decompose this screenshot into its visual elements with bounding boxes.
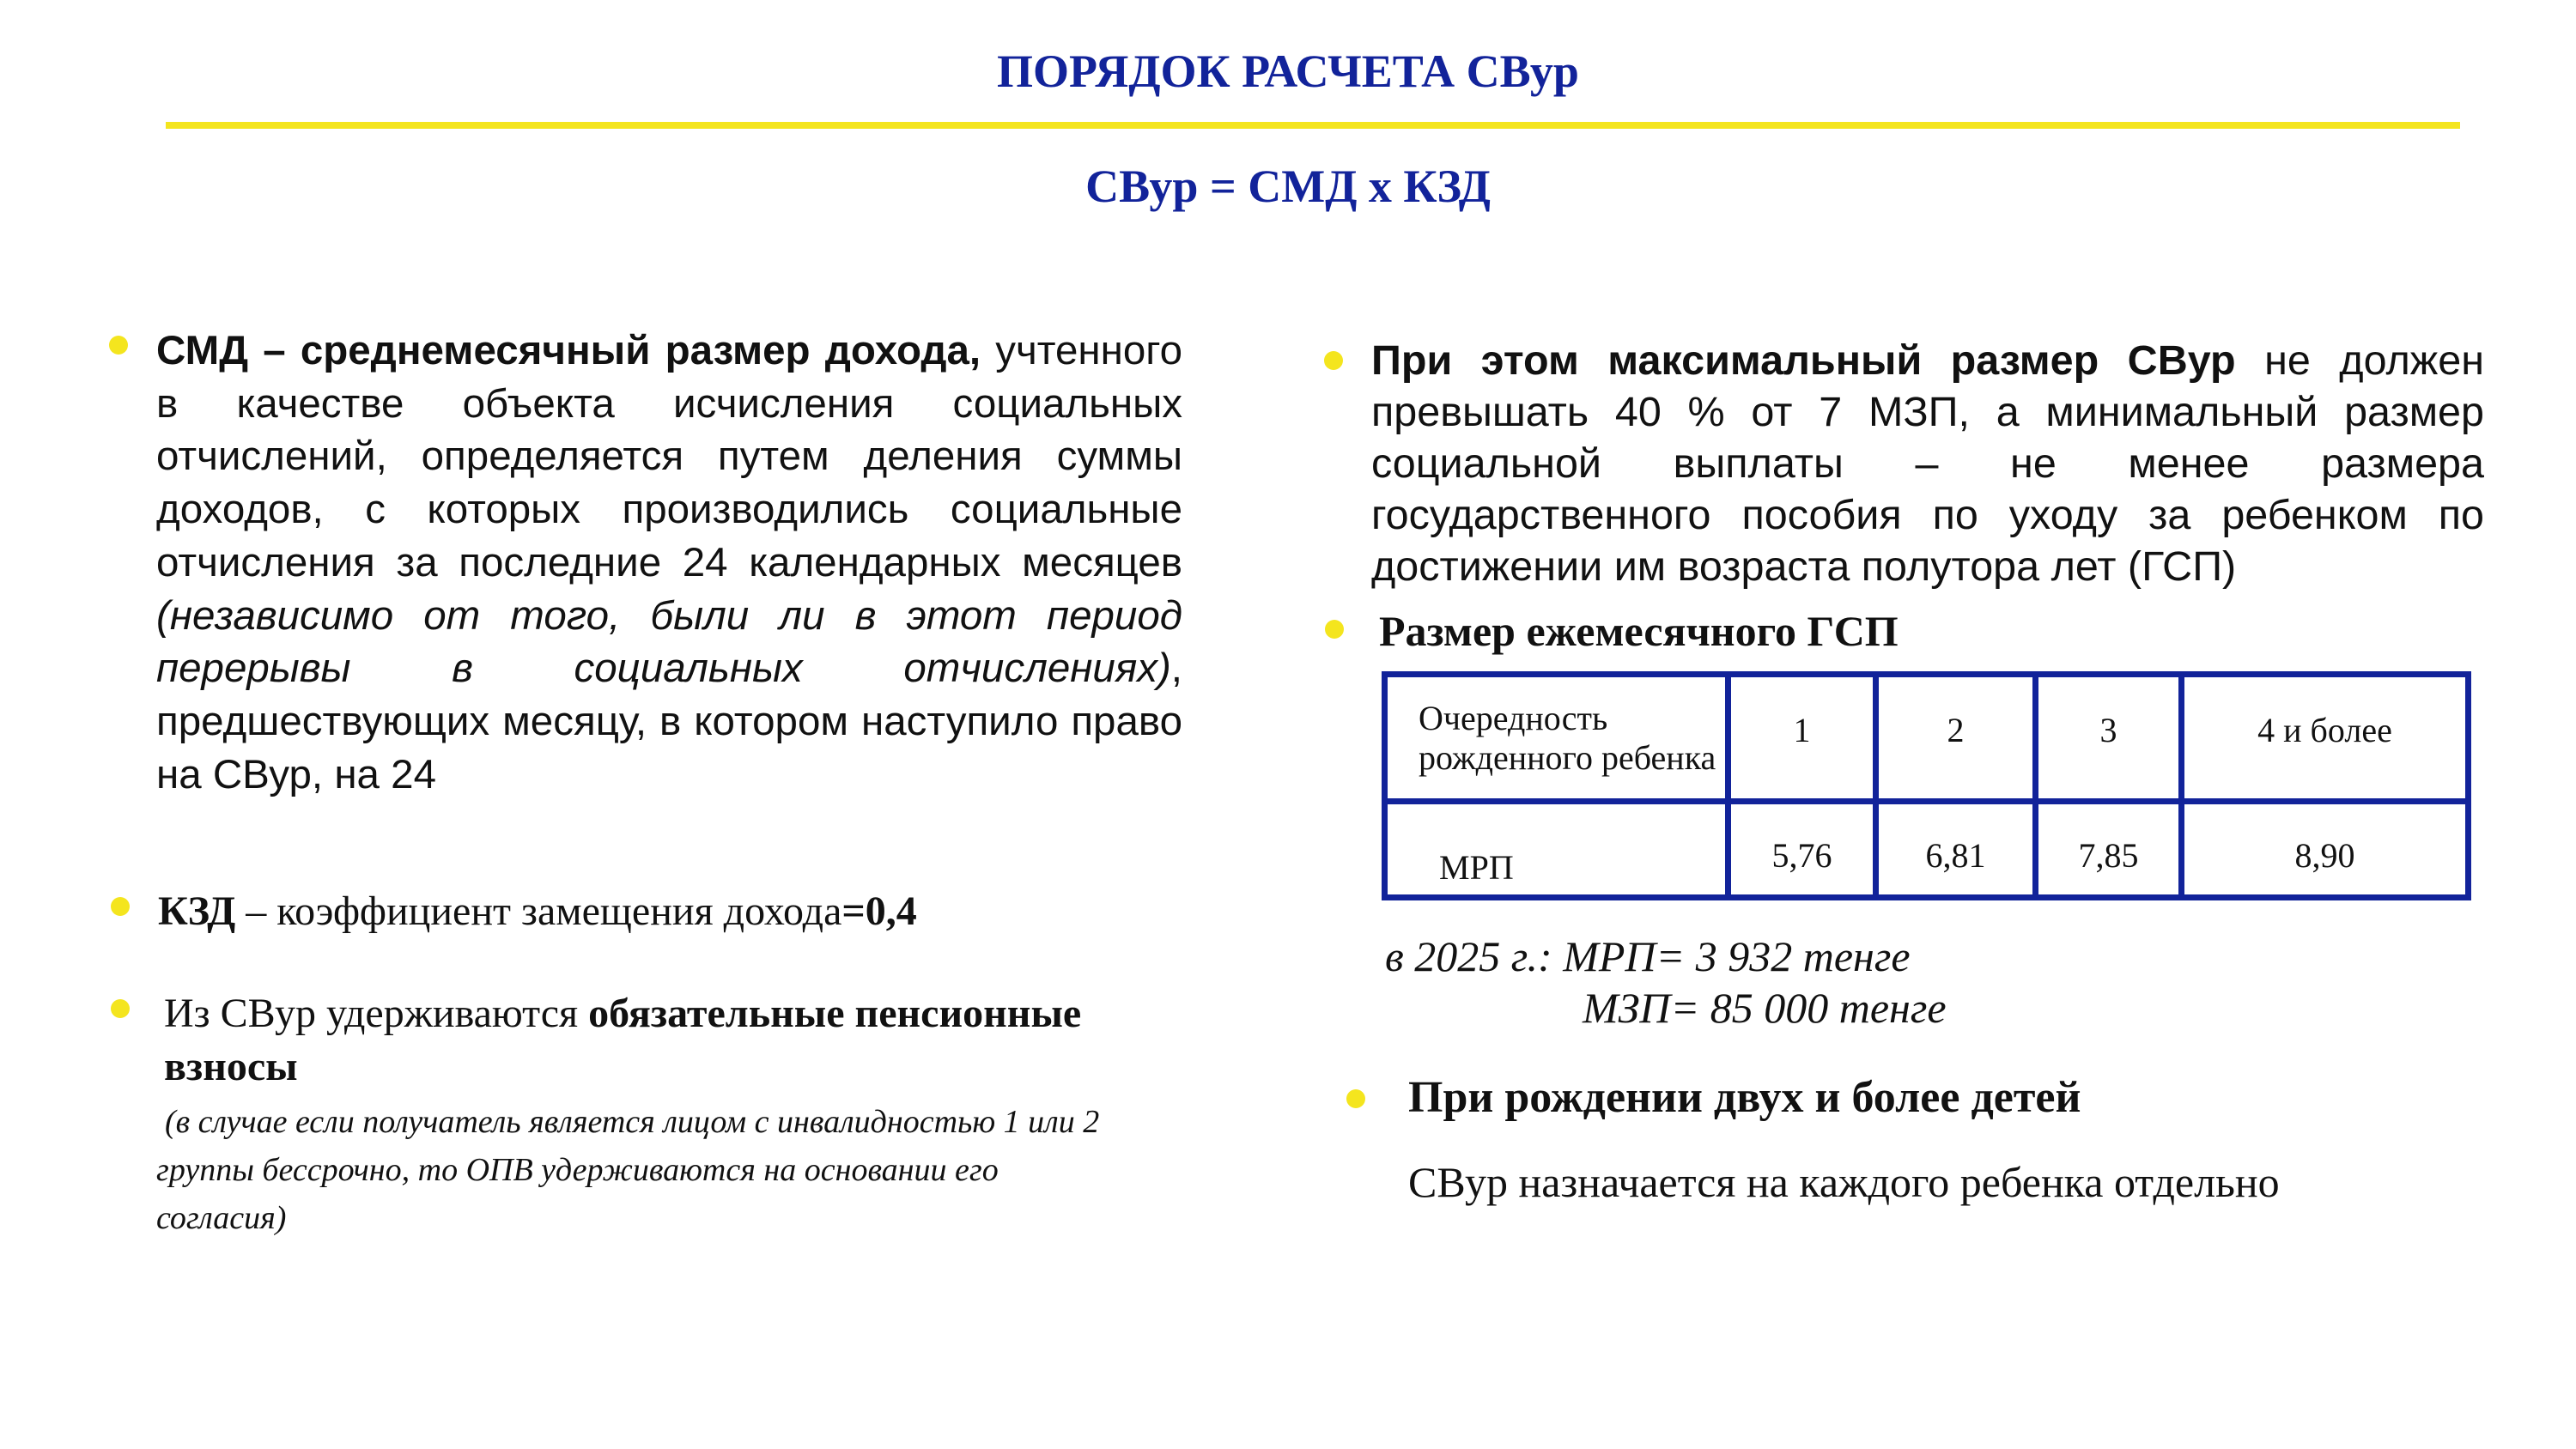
opv-text: Из СВур удерживаются (164, 991, 589, 1036)
smd-text-b: , предшествующих месяцу, в котором наступило право на СВур, на 24 (156, 646, 1182, 797)
table-header-row (1385, 675, 2469, 802)
table-column-header: 3 (2036, 675, 2182, 802)
max-bold: При этом максимальный размер СВур (1371, 337, 2236, 384)
table-column-header: 1 (1728, 675, 1876, 802)
gsp-heading: Размер ежемесячного ГСП (1379, 607, 1899, 655)
table-column-header: 4 и более (2182, 675, 2469, 802)
smd-term: СМД – среднемесячный размер дохода, (156, 328, 981, 373)
table-cell: 8,90 (2182, 802, 2469, 898)
table-column-header: 2 (1876, 675, 2036, 802)
mzp-rate: МЗП= 85 000 тенге (1583, 984, 1947, 1032)
opv-paragraph (164, 987, 1091, 1094)
max-text: не должен превышать 40 % от 7 МЗП, а минимальный размер социальной выплаты – не менее размера государственного пособия по уходу за ребенком по достижении им возраста полутора лет (ГСП) (1371, 337, 2484, 590)
table-cell: 5,76 (1728, 802, 1876, 898)
title-underline (166, 122, 2460, 129)
kzd-paragraph (158, 886, 1188, 937)
mrp-rate: в 2025 г.: МРП= 3 932 тенге (1385, 932, 1911, 980)
kzd-text: – коэффициент замещения дохода (235, 888, 842, 934)
bullet-icon (111, 897, 130, 916)
gsp-table (1382, 671, 2471, 900)
table-header-label: Очередность рожденного ребенка (1385, 675, 1728, 802)
twins-text: СВур назначается на каждого ребенка отдельно (1408, 1158, 2280, 1206)
formula: СВур = СМД х КЗД (1085, 161, 1491, 212)
table-row (1385, 802, 2469, 898)
kzd-term: КЗД (158, 888, 236, 934)
table-cell: 7,85 (2036, 802, 2182, 898)
smd-text-italic: (независимо от того, были ли в этот период перерывы в социальных отчислениях) (156, 592, 1182, 692)
opv-bold: обязательные пенсионные взносы (164, 991, 1082, 1089)
table-cell: 6,81 (1876, 802, 2036, 898)
bullet-icon (1346, 1089, 1365, 1108)
smd-paragraph (156, 324, 1182, 801)
table-row-label: МРП (1385, 802, 1728, 898)
opv-note: (в случае если получатель является лицом с инвалидностью 1 или 2 группы бессрочно, то ОПВ удерживаются на основании его согласия) (156, 1104, 1100, 1236)
smd-text-a: учтенного в качестве объекта исчисления социальных отчислений, определяется путем деления суммы доходов, с которых производились социальные отчисления за последние 24 календарных месяцев (156, 328, 1183, 585)
bullet-icon (109, 336, 128, 355)
kzd-value: =0,4 (841, 888, 917, 934)
twins-heading: При рождении двух и более детей (1408, 1073, 2081, 1122)
slide-title: ПОРЯДОК РАСЧЕТА СВур (997, 45, 1579, 97)
bullet-icon (1325, 620, 1344, 639)
bullet-icon (1324, 351, 1343, 370)
max-paragraph (1371, 335, 2484, 592)
bullet-icon (111, 999, 130, 1018)
